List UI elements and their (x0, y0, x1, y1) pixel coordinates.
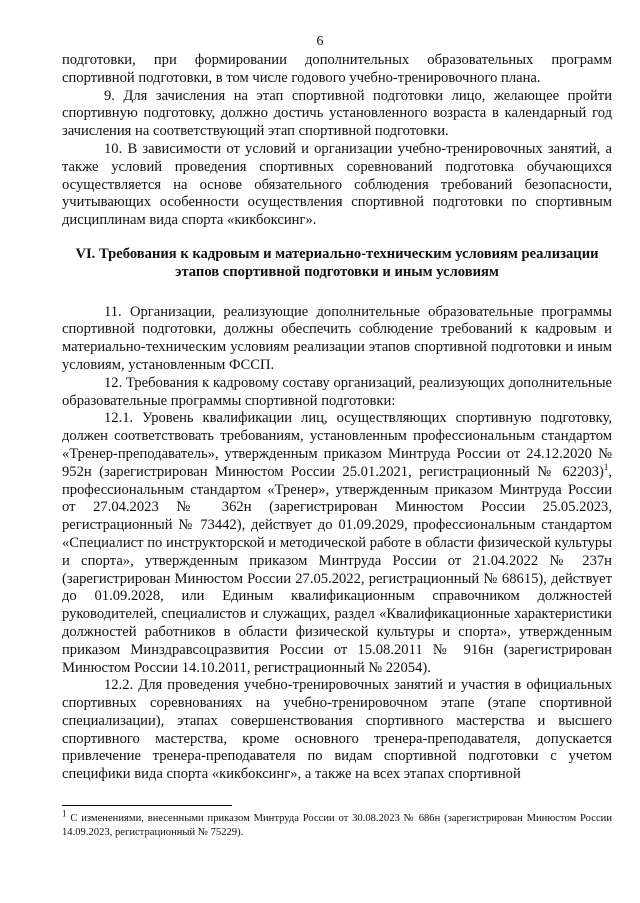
paragraph-12-1-part-a: 12.1. Уровень квалификации лиц, осуществляющих спортивную подготовку, должен соответствовать требованиям, установленным профессиональным стандартом «Тренер-преподаватель», утвержденным приказом Минтруда России от 24.12.2020 № 952н (зарегистрирован Минюстом России 25.01.2021, регистрационный № 62203) (62, 410, 612, 480)
footnote (62, 808, 612, 839)
paragraph-12-2: 12.2. Для проведения учебно-тренировочных занятий и участия в официальных спортивных соревнованиях на учебно-тренировочном этапе (этапе спортивной специализации), этапах совершенствования спортивного мастерства и высшего спортивного мастерства, кроме основного тренера-преподавателя, допускается привлечение тренера-преподавателя по видам спортивной подготовки с учетом специфики вида спорта «кикбоксинг», а также на всех этапах спортивной (62, 677, 612, 783)
section-heading: VI. Требования к кадровым и материально-техническим условиям реализации этапов спортивной подготовки и иным условиям (75, 245, 599, 280)
page-number: 6 (316, 34, 324, 49)
paragraph-12: 12. Требования к кадровому составу организаций, реализующих дополнительные образовательные программы спортивной подготовки: (62, 374, 612, 409)
footnote-text: С изменениями, внесенными приказом Минтруда России от 30.08.2023 № 686н (зарегистрирован Минюстом России 14.09.2023, регистрационный № 75229). (62, 813, 612, 838)
footnote-reference: 1 (603, 461, 609, 472)
paragraph-12-1 (62, 410, 612, 677)
paragraph-continuation: подготовки, при формировании дополнительных образовательных программ спортивной подготовки, в том числе годового учебно-тренировочного плана. (62, 52, 612, 86)
paragraph-9: 9. Для зачисления на этап спортивной подготовки лицо, желающее пройти спортивную подготовку, должно достичь установленного возраста в календарный год зачисления на соответствующий этап спортивной подготовки. (62, 87, 612, 140)
paragraph-10: 10. В зависимости от условий и организации учебно-тренировочных занятий, а также условий проведения спортивных соревнований подготовка обучающихся осуществляется на основе обязательного соблюдения требований безопасности, учитывающих особенности осуществления спортивной подготовки по спортивным дисциплинам вида спорта «кикбоксинг». (62, 140, 612, 229)
footnote-mark: 1 (62, 808, 67, 819)
document-body (62, 52, 612, 784)
footnote-divider (62, 805, 232, 806)
paragraph-12-1-part-b: , профессиональным стандартом «Тренер», утвержденным приказом Минтруда России от 27.04.2023 № 362н (зарегистрирован Минюстом России 25.05.2023, регистрационный № 73442), действует до 01.09.2029, профессиональным стандартом «Специалист по инструкторской и методической работе в области физической культуры и спорта», утвержденным приказом Минтруда России от 21.04.2022 № 237н (зарегистрирован Минюстом России 27.05.2022, регистрационный № 68615), действует до 01.09.2028, или Единым квалификационным справочником должностей руководителей, специалистов и служащих, раздел «Квалификационные характеристики должностей работников в области физической культуры и спорта», утвержденным приказом Минздравсоцразвития России от 15.08.2011 № 916н (зарегистрирован Минюстом России 14.10.2011, регистрационный № 22054). (62, 463, 612, 676)
paragraph-11: 11. Организации, реализующие дополнительные образовательные программы спортивной подготовки, должны обеспечить соблюдение требований к кадровым и материально-техническим условиям реализации этапов спортивной подготовки и иным условиям, установленным ФССП. (62, 303, 612, 373)
